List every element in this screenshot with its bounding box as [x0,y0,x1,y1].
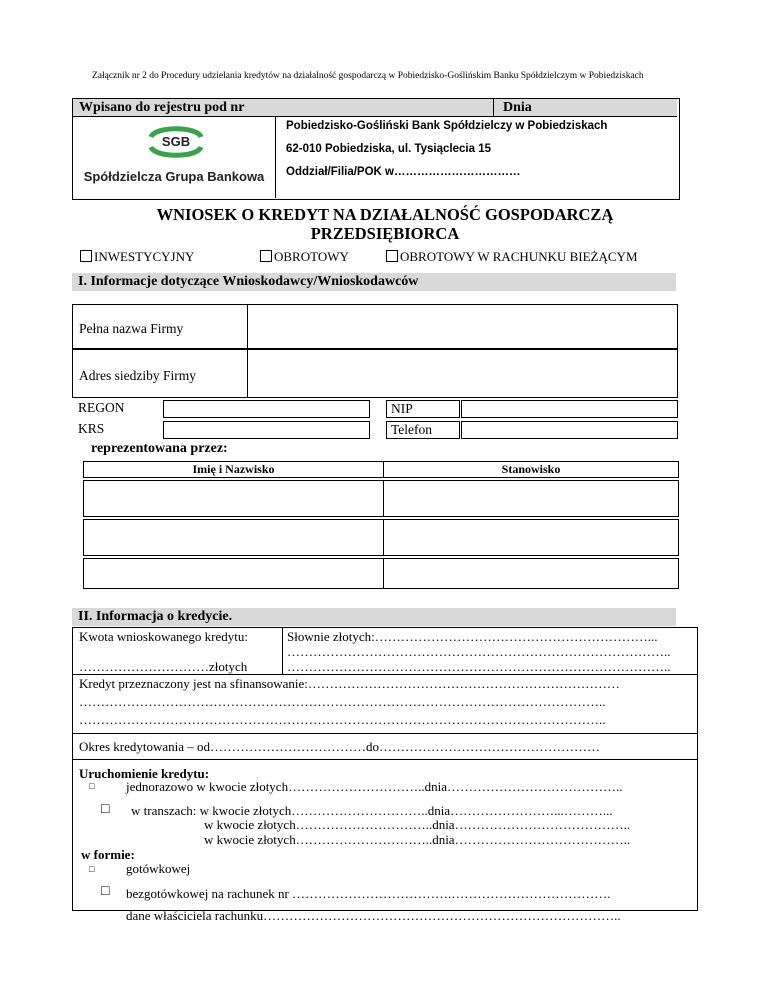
rep-position-3[interactable] [383,558,679,589]
checkbox-icon[interactable] [260,250,272,262]
logo-name: Spółdzielcza Grupa Bankowa [83,169,265,184]
option-current-account[interactable]: OBROTOWY W RACHUNKU BIEŻĄCYM [386,249,638,265]
purpose-line-2[interactable]: ………………………………………………………………………………………………………….. [79,694,606,709]
nip-input[interactable] [461,400,678,418]
form-title [72,205,698,243]
header-title-row [73,99,677,117]
period-field[interactable]: Okres kredytowania – od………………………………do…………………………………………… [79,739,601,754]
purpose-field[interactable]: Kredyt przeznaczony jest na sfinansowanie:……………………………………………………………… [79,676,620,691]
krs-input[interactable] [163,421,370,439]
col-header-name: Imię i Nazwisko [83,461,384,478]
small-checkbox-icon[interactable]: □ [89,864,95,874]
title-line-2: PRZEDSIĘBIORCA [310,224,460,243]
cash-option[interactable]: gotówkowej [126,861,191,876]
rep-position-2[interactable] [383,519,679,556]
rep-name-3[interactable] [83,558,384,589]
header-table [72,98,680,200]
branch-field[interactable]: Oddział/Filia/POK w…………………………… [286,166,521,178]
logo-abbr: SGB [161,134,191,149]
logo [73,117,276,198]
address-row [72,349,678,398]
launch-tranches-field[interactable]: w transzach: w kwocie złotych…………………………..dnia……………………...………... [131,803,613,818]
address-label: Adres siedziby Firmy [79,368,196,383]
nip-label-cell: NIP [386,400,460,418]
checkbox-icon[interactable]: □ [101,802,110,817]
amount-words-field[interactable]: Słownie złotych:………………………………………………………... [287,629,658,644]
account-owner-field[interactable]: dane właściciela rachunku……………………………………………………………………….. [126,908,621,923]
tranche-3-field[interactable]: w kwocie złotych…………………………..dnia………………………………….. [204,832,631,847]
col-header-position: Stanowisko [383,461,679,478]
section-2-heading: II. Informacja o kredycie. [72,608,676,626]
bank-address: 62-010 Pobiedziska, ul. Tysiąclecia 15 [286,143,491,155]
full-name-label: Pełna nazwa Firmy [79,321,184,336]
section-1-heading: I. Informacje dotyczące Wnioskodawcy/Wnioskodawców [72,273,676,291]
launch-once-field[interactable]: jednorazowo w kwocie złotych…………………………..dnia………………………………….. [126,779,623,794]
rep-name-2[interactable] [83,519,384,556]
header-divider [493,99,494,116]
option-working[interactable]: OBROTOWY [260,249,349,265]
phone-label-cell: Telefon [386,421,460,439]
represented-by-label: reprezentowana przez: [91,441,228,456]
tranche-2-field[interactable]: w kwocie złotych…………………………..dnia………………………………….. [204,817,631,832]
rep-name-1[interactable] [83,480,384,517]
checkbox-icon[interactable]: □ [101,884,110,899]
attachment-note: Załącznik nr 2 do Procedury udzielania kredytów na działalność gospodarczą w Pobiedzisko-Goślińskim Banku Spółdzielczym w Pobiedziskach [92,71,644,81]
checkbox-icon[interactable] [80,250,92,262]
amount-words-line-2[interactable]: …………………………………………………………………………….. [287,644,671,659]
form-heading: w formie: [81,847,135,862]
register-label: Wpisano do rejestru pod nr [79,100,245,115]
date-label: Dnia [503,100,532,115]
option-investment[interactable]: INWESTYCYJNY [80,249,194,265]
sgb-logo-icon [145,123,207,161]
title-line-1: WNIOSEK O KREDYT NA DZIAŁALNOŚĆ GOSPODARCZĄ [156,205,614,224]
full-name-input[interactable] [248,305,677,348]
amount-field[interactable]: …………………………złotych [79,659,248,674]
checkbox-icon[interactable] [386,250,398,262]
amount-label: Kwota wnioskowanego kredytu: [79,629,248,644]
credit-info-box [72,627,698,923]
launch-heading: Uruchomienie kredytu: [79,766,210,781]
address-input[interactable] [248,350,677,397]
krs-label: KRS [78,421,105,436]
noncash-field[interactable]: bezgotówkowej na rachunek nr ……………………………….………………………………. [126,886,611,901]
regon-label: REGON [78,400,125,415]
purpose-line-3[interactable]: ………………………………………………………………………………………………………….. [79,712,606,727]
rep-position-1[interactable] [383,480,679,517]
regon-input[interactable] [163,400,370,418]
full-name-row [72,304,678,349]
amount-words-line-3[interactable]: …………………………………………………………………………….. [287,659,671,674]
bank-name: Pobiedzisko-Gośliński Bank Spółdzielczy w Pobiedziskach [286,120,608,132]
small-checkbox-icon[interactable]: □ [89,781,95,791]
phone-input[interactable] [461,421,678,439]
